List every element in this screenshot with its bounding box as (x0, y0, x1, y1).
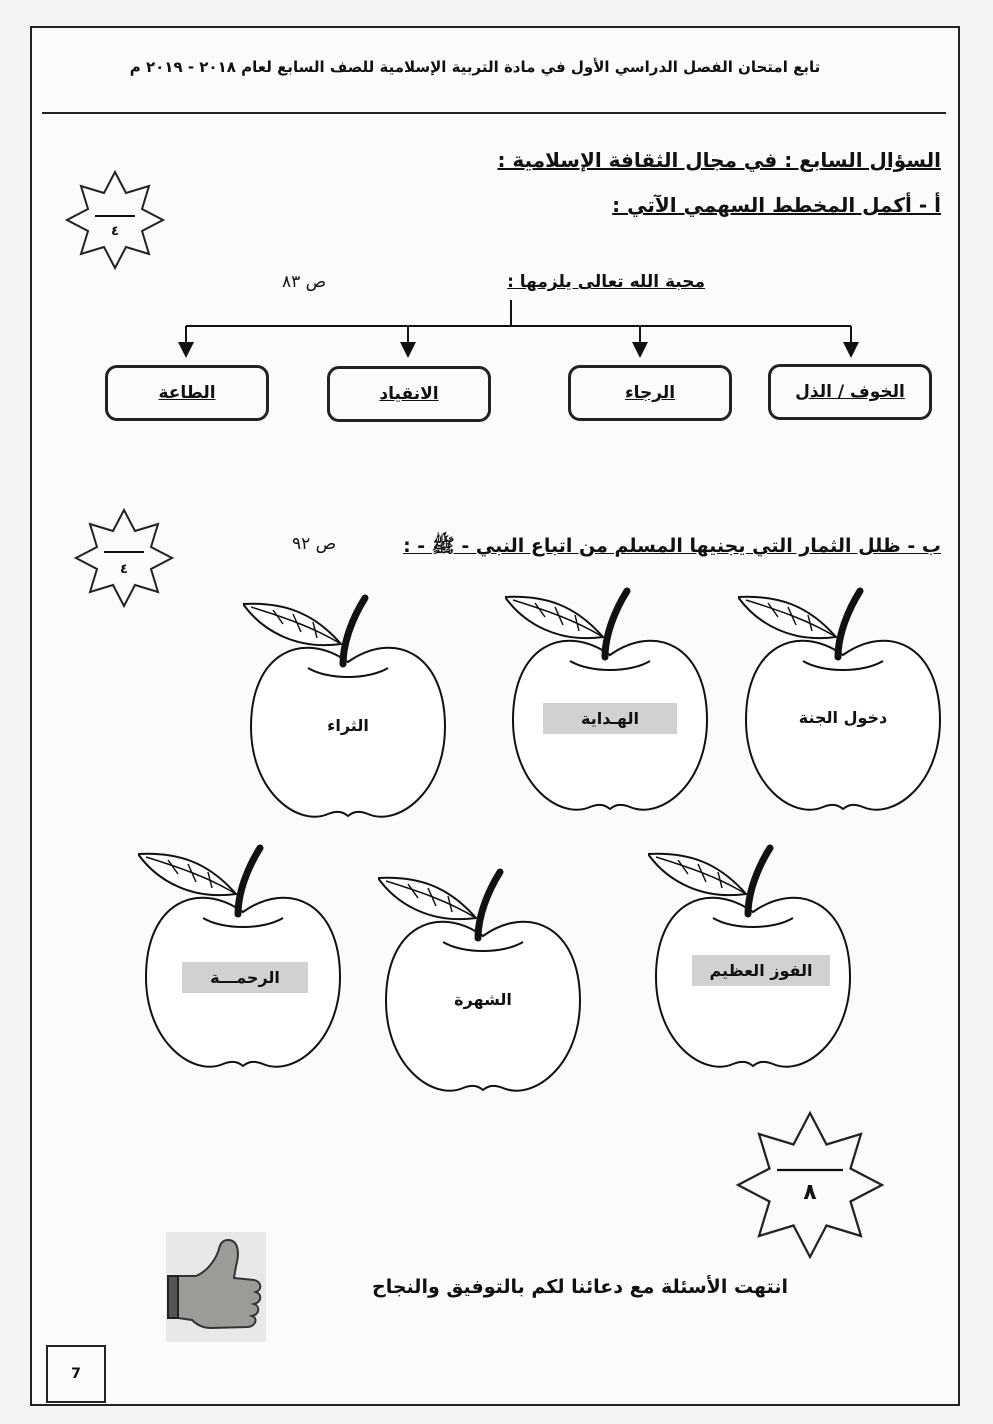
apple-label: الرحمـــة (182, 962, 308, 993)
thumbs-up-image (166, 1232, 266, 1342)
apple-label: الهـداية (543, 703, 677, 734)
apple-3[interactable] (243, 592, 453, 842)
page-number: 7 (46, 1345, 106, 1403)
score-value: ٤ (111, 224, 119, 239)
thumbs-up-icon (166, 1232, 266, 1342)
exam-header: تابع امتحان الفصل الدراسي الأول في مادة التربية الإسلامية للصف السابع لعام ٢٠١٨ - ٢٠١٩ م (129, 58, 821, 76)
apple-1[interactable] (738, 585, 948, 835)
diagram-box-4: الطاعة (105, 365, 269, 421)
total-score-badge (735, 1110, 885, 1260)
apple-2[interactable] (505, 585, 715, 835)
apple-label: الثراء (327, 716, 369, 735)
apple-label: الشهرة (454, 990, 512, 1009)
part-b-instruction: ب - ظلل الثمار التي يجنيها المسلم من اتباع النبي - ﷺ - : (403, 535, 941, 557)
score-badge-part-b (74, 508, 174, 608)
question-title: السؤال السابع : في مجال الثقافة الإسلامية : (497, 148, 941, 172)
arrow-connectors (0, 0, 993, 370)
apple-6[interactable] (138, 842, 348, 1092)
apple-5[interactable] (378, 866, 588, 1116)
total-score-value: ٨ (803, 1180, 817, 1205)
diagram-root-label: محبة الله تعالى يلزمها : (507, 272, 705, 292)
part-a-page-ref: ص ٨٣ (282, 272, 327, 292)
closing-message: انتهت الأسئلة مع دعائنا لكم بالتوفيق والنجاح (372, 1276, 788, 1298)
diagram-box-2: الرجاء (568, 365, 732, 421)
apple-4[interactable] (648, 842, 858, 1092)
diagram-box-1: الخوف / الذل (768, 364, 932, 420)
octagram-icon (74, 508, 174, 608)
apple-label: دخول الجنة (798, 708, 888, 727)
part-a-instruction: أ - أكمل المخطط السهمي الآتي : (612, 193, 941, 217)
apple-label: الفوز العظيم (692, 955, 830, 986)
diagram-box-3: الانقياد (327, 366, 491, 422)
part-b-page-ref: ص ٩٢ (292, 534, 337, 554)
score-value: ٤ (120, 562, 128, 577)
